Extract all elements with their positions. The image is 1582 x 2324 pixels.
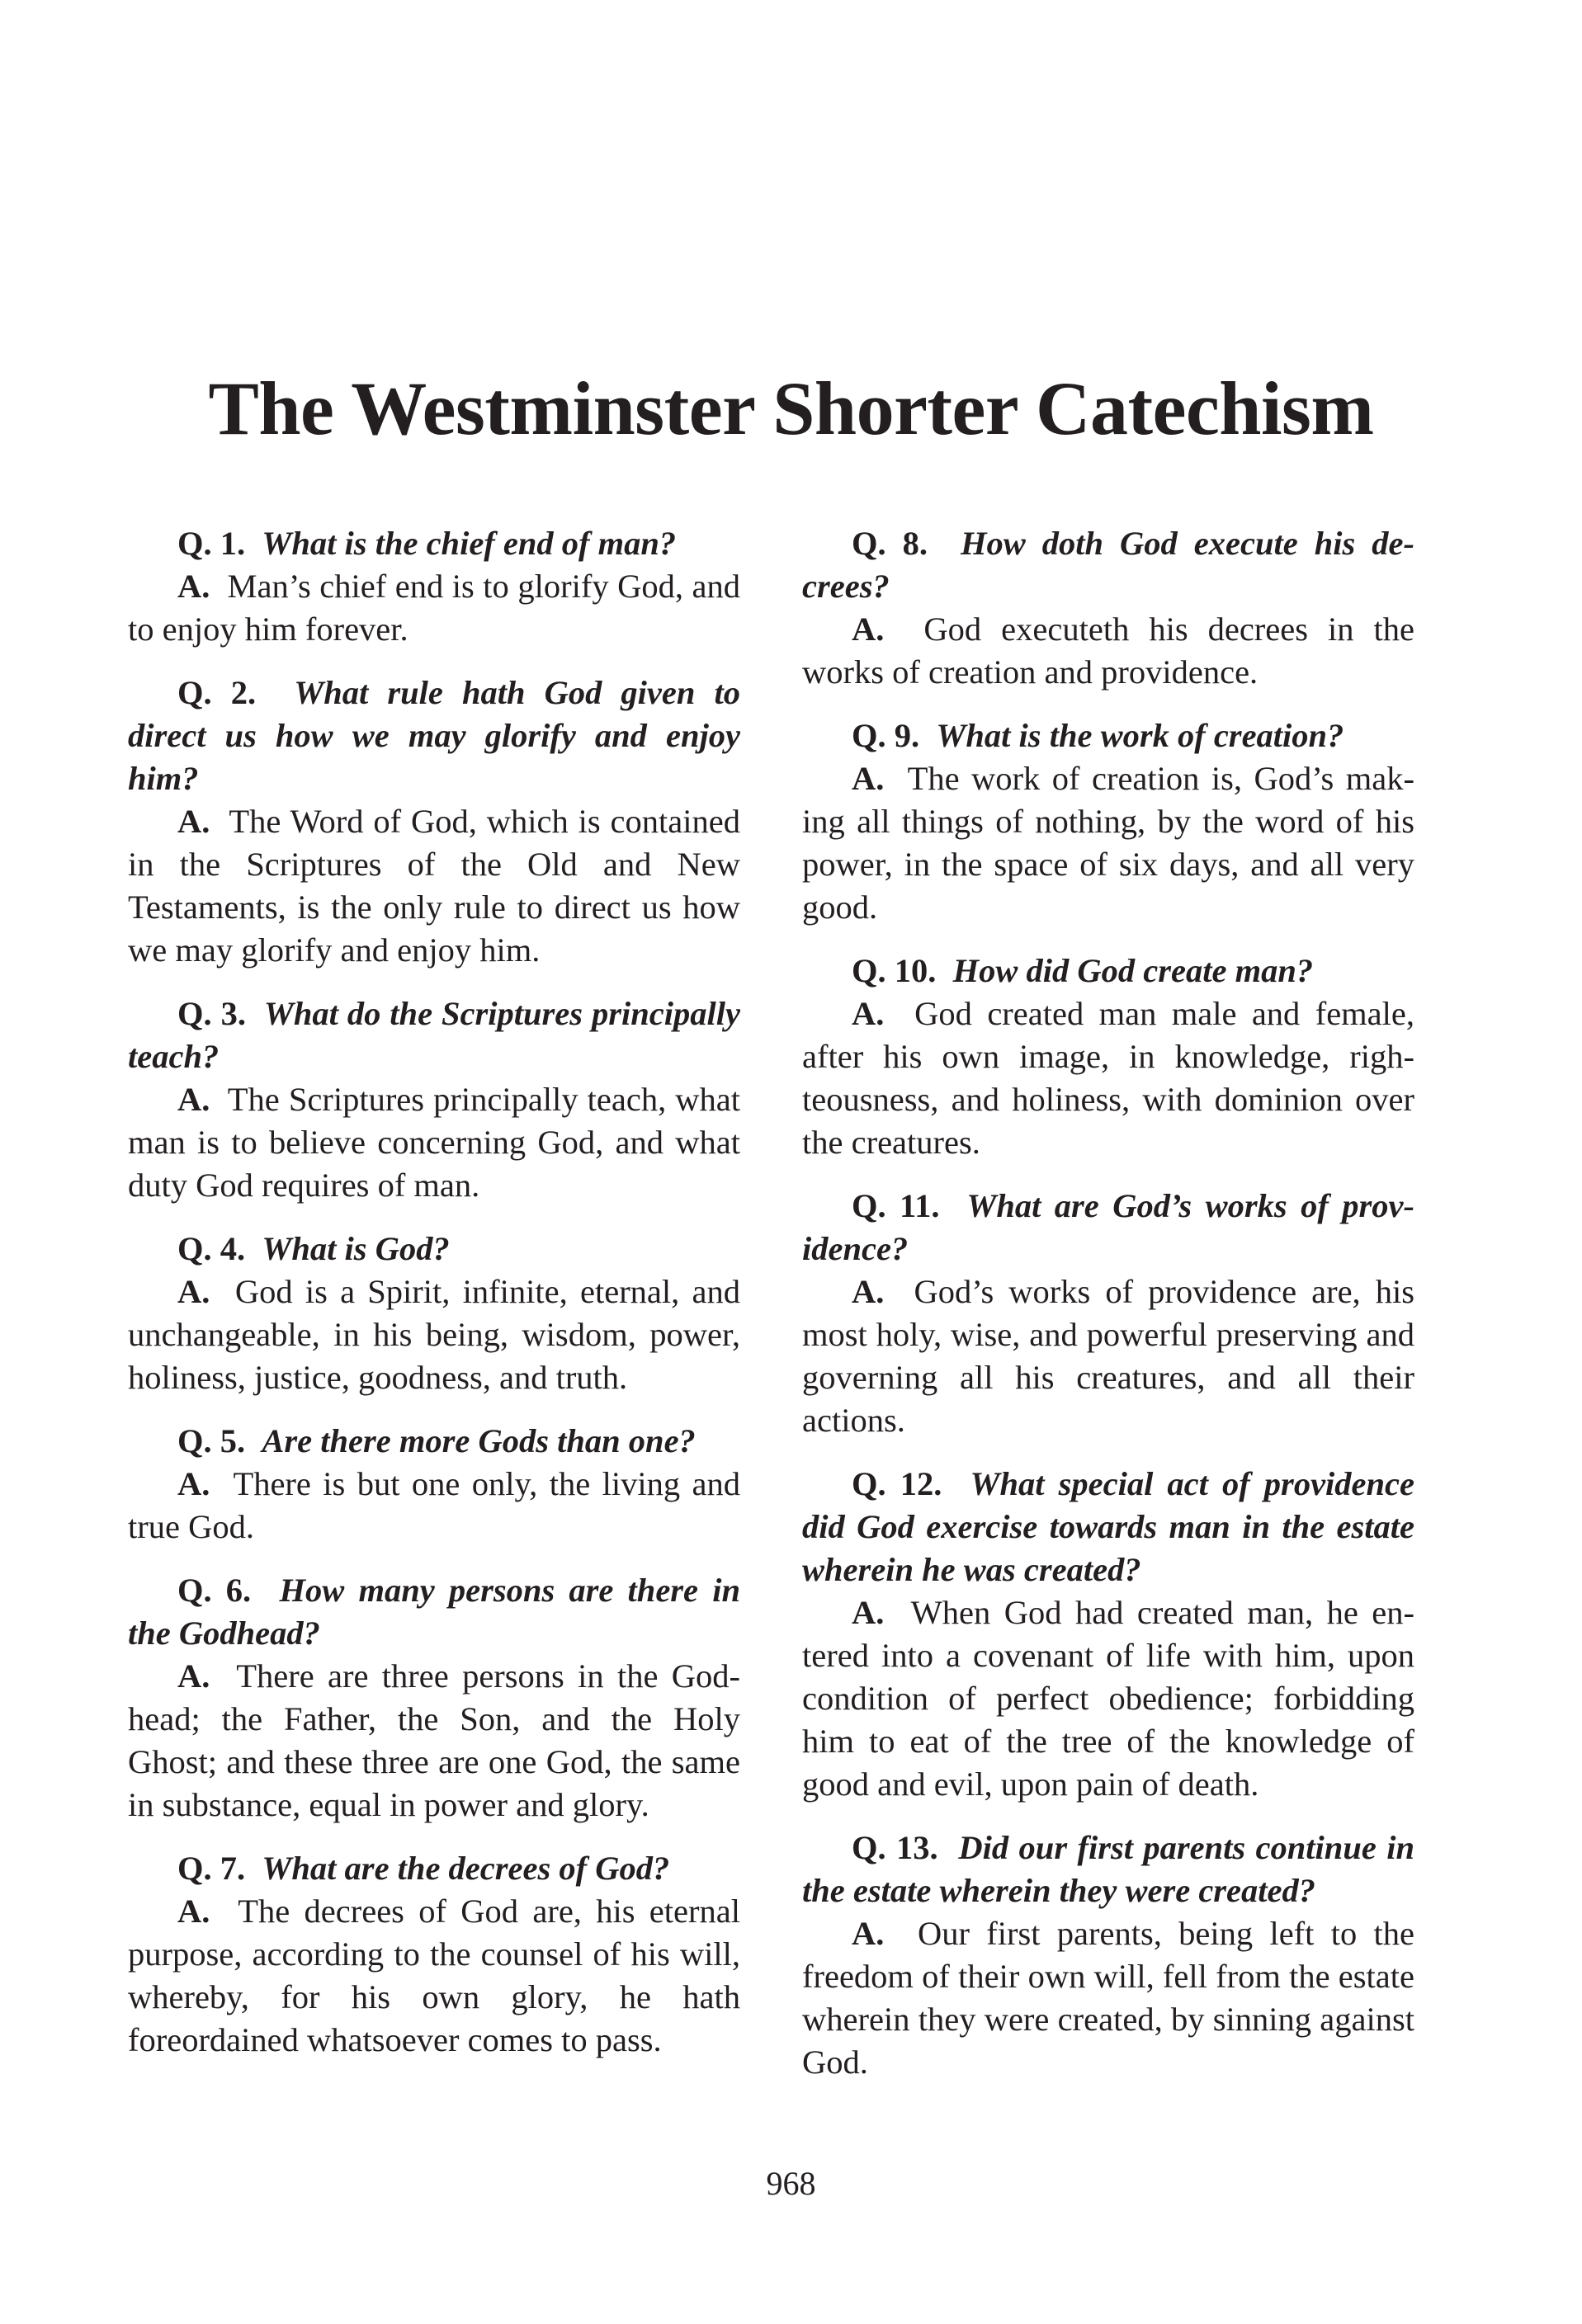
question-line [128, 1420, 740, 1463]
answer-text: The Scriptures principally teach, what man is to believe concerning God, and what duty God requires of man. [128, 1081, 740, 1204]
answer-line [128, 800, 740, 972]
qa-item [128, 992, 740, 1207]
question-number: Q. 8. [852, 525, 928, 562]
answer-text: The Word of God, which is contained in the Scriptures of the Old and New Testaments, is the only rule to direct us how we may glorify and enjoy him. [128, 803, 740, 969]
question-text: How doth God execute his decrees? [802, 525, 1414, 605]
question-number: Q. 5. [177, 1422, 246, 1459]
answer-text: When God had created man, he entered into a covenant of life with him, upon condition of perfect obedience; forbidding him to eat of the tree of the knowledge of good and evil, upon pain of death. [802, 1594, 1414, 1803]
question-line [128, 1569, 740, 1655]
left-column [128, 522, 740, 2082]
answer-text: There is but one only, the living and true God. [128, 1465, 740, 1545]
question-line [128, 992, 740, 1078]
question-line [802, 1463, 1414, 1591]
answer-label: A. [852, 1915, 885, 1952]
answer-label: A. [852, 1273, 885, 1310]
answer-label: A. [177, 568, 210, 605]
question-number: Q. 10. [852, 952, 937, 989]
question-text: What are God’s works of providence? [802, 1187, 1414, 1267]
question-line [128, 1847, 740, 1890]
question-text: What is the chief end of man? [262, 525, 677, 562]
answer-text: There are three persons in the Godhead; the Father, the Son, and the Holy Ghost; and these three are one God, the same in substance, equal in power and glory. [128, 1657, 740, 1823]
question-number: Q. 12. [852, 1465, 942, 1502]
answer-line [128, 1890, 740, 2062]
question-text: What special act of providence did God exercise towards man in the estate wherein he was created? [802, 1465, 1414, 1588]
question-number: Q. 6. [177, 1572, 252, 1609]
answer-line [802, 1270, 1414, 1442]
question-text: Are there more Gods than one? [262, 1422, 696, 1459]
answer-label: A. [852, 995, 885, 1032]
question-text: How did God create man? [952, 952, 1314, 989]
answer-label: A. [177, 1657, 210, 1695]
question-number: Q. 7. [177, 1850, 246, 1887]
answer-text: God’s works of providence are, his most holy, wise, and powerful preserving and governing all his creatures, and all their actions. [802, 1273, 1414, 1439]
qa-item [802, 714, 1414, 929]
answer-label: A. [177, 1893, 210, 1930]
answer-text: The decrees of God are, his eternal purpose, according to the counsel of his will, whereby, for his own glory, he hath foreordained whatsoever comes to pass. [128, 1893, 740, 2058]
page-number: 968 [766, 2165, 816, 2202]
question-line [128, 672, 740, 800]
qa-item [128, 672, 740, 972]
question-text: What are the decrees of God? [262, 1850, 670, 1887]
answer-line [128, 1270, 740, 1399]
answer-label: A. [177, 1081, 210, 1118]
qa-item [802, 1463, 1414, 1806]
question-line [802, 522, 1414, 608]
question-text: What is God? [262, 1230, 450, 1267]
answer-line [128, 1463, 740, 1549]
qa-item [128, 1228, 740, 1399]
answer-label: A. [852, 760, 885, 797]
question-line [802, 714, 1414, 757]
question-line [802, 1185, 1414, 1270]
qa-item [128, 1847, 740, 2062]
answer-label: A. [177, 803, 210, 840]
question-number: Q. 2. [177, 674, 257, 711]
question-text: Did our first parents continue in the estate wherein they were created? [802, 1829, 1414, 1909]
question-text: What is the work of creation? [936, 717, 1344, 754]
qa-item [128, 522, 740, 651]
page-title: The Westminster Shorter Catechism [208, 366, 1374, 450]
answer-label: A. [177, 1465, 210, 1502]
qa-item [802, 522, 1414, 694]
answer-line [802, 757, 1414, 929]
question-line [802, 950, 1414, 992]
answer-line [128, 1655, 740, 1827]
qa-item [128, 1569, 740, 1827]
question-number: Q. 9. [852, 717, 920, 754]
question-number: Q. 4. [177, 1230, 246, 1267]
question-text: What rule hath God given to direct us how we may glorify and enjoy him? [128, 674, 740, 797]
question-text: What do the Scriptures principally teach? [128, 995, 740, 1075]
answer-label: A. [177, 1273, 210, 1310]
answer-label: A. [852, 610, 885, 648]
right-column [802, 522, 1414, 2105]
question-number: Q. 3. [177, 995, 246, 1032]
question-text: How many persons are there in the Godhead? [128, 1572, 740, 1652]
question-line [802, 1827, 1414, 1912]
answer-line [802, 608, 1414, 694]
answer-text: Our first parents, being left to the freedom of their own will, fell from the estate wherein they were created, by sinning against God. [802, 1915, 1415, 2081]
qa-item [802, 950, 1414, 1164]
answer-text: God is a Spirit, infinite, eternal, and unchangeable, in his being, wisdom, power, holiness, justice, goodness, and truth. [128, 1273, 740, 1396]
question-number: Q. 13. [852, 1829, 938, 1866]
qa-item [802, 1185, 1414, 1442]
answer-label: A. [852, 1594, 885, 1631]
answer-text: The work of creation is, God’s making all things of nothing, by the word of his power, in the space of six days, and all very good. [802, 760, 1414, 926]
answer-line [802, 992, 1414, 1164]
question-line [128, 522, 740, 565]
answer-line [802, 1591, 1414, 1806]
answer-text: God created man male and female, after his own image, in knowledge, righteousness, and holiness, with dominion over the creatures. [802, 995, 1415, 1161]
question-number: Q. 1. [177, 525, 246, 562]
qa-item [128, 1420, 740, 1549]
answer-line [802, 1912, 1414, 2084]
answer-line [128, 565, 740, 651]
question-line [128, 1228, 740, 1270]
question-number: Q. 11. [852, 1187, 940, 1224]
answer-text: God executeth his decrees in the works of creation and providence. [802, 610, 1415, 691]
qa-item [802, 1827, 1414, 2084]
answer-line [128, 1078, 740, 1207]
answer-text: Man’s chief end is to glorify God, and to enjoy him forever. [128, 568, 741, 648]
